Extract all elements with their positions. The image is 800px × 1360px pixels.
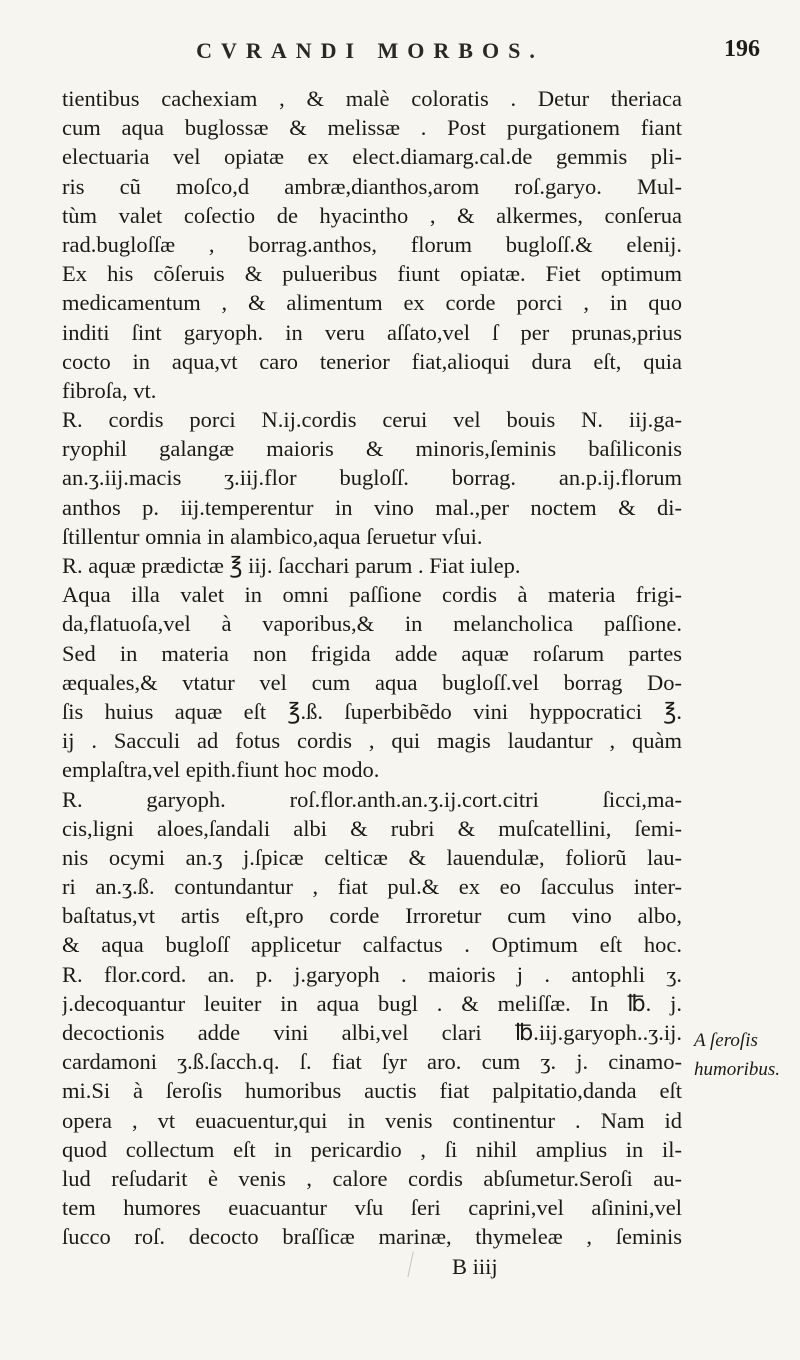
text-line: cum aqua buglossæ & melissæ . Post purgationem fiant: [62, 115, 682, 141]
text-line: R. cordis porci N.ij.cordis cerui vel bouis N. iij.ga-: [62, 407, 682, 433]
text-line: ſtillentur omnia in alambico,aqua ſeruetur vſui.: [62, 523, 483, 549]
text-line: ſis huius aquæ eſt ℥.ß. ſuperbibẽdo vini hyppocratici ℥.: [62, 698, 682, 724]
text-line: cocto in aqua,vt caro tenerior fiat,alioqui dura eſt, quia: [62, 348, 682, 374]
text-line: j.decoquantur leuiter in aqua bugl . & meliſſæ. In ℔. j.: [62, 990, 682, 1016]
text-line: anthos p. iij.temperentur in vino mal.,per noctem & di-: [62, 494, 682, 520]
text-line: tientibus cachexiam , & malè coloratis . Detur theriaca: [62, 86, 682, 111]
text-line: nis ocymi an.ʒ j.ſpicæ celticæ & lauendulæ, foliorũ lau-: [62, 844, 682, 870]
text-line: tem humores euacuantur vſu ſeri caprini,vel aſinini,vel: [62, 1195, 682, 1221]
text-line: R. flor.cord. an. p. j.garyoph . maioris j . antophli ʒ.: [62, 961, 682, 987]
text-line: quod collectum eſt in pericardio , ſi nihil amplius in il-: [62, 1136, 682, 1162]
text-line: opera , vt euacuentur,qui in venis continentur . Nam id: [62, 1107, 682, 1133]
text-line: Ex his cõſeruis & pulueribus fiunt opiatæ. Fiet optimum: [62, 261, 682, 287]
text-line: emplaſtra,vel epith.fiunt hoc modo.: [62, 757, 380, 783]
text-line: Aqua illa valet in omni paſſione cordis à materia frigi-: [62, 582, 682, 608]
body-text: [62, 84, 682, 1281]
text-line: electuaria vel opiatæ ex elect.diamarg.cal.de gemmis pli-: [62, 144, 682, 170]
page-number: 196: [724, 36, 760, 62]
marginal-note-line: humoribus.: [694, 1059, 781, 1080]
text-line: lud reſudarit è venis , calore cordis abſumetur.Seroſi au-: [62, 1165, 682, 1191]
marginal-note: [694, 1026, 794, 1084]
text-line: Sed in materia non frigida adde aquæ roſarum partes: [62, 640, 682, 666]
text-line: R. garyoph. roſ.flor.anth.an.ʒ.ij.cort.citri ſicci,ma-: [62, 786, 682, 812]
text-line: rad.bugloſſæ , borrag.anthos, florum bugloſſ.& elenij.: [62, 231, 682, 257]
text-line: medicamentum , & alimentum ex corde porci , in quo: [62, 290, 682, 316]
text-line: ryophil galangæ maioris & minoris,ſeminis baſiliconis: [62, 436, 682, 462]
running-title: CVRANDI MORBOS.: [196, 38, 544, 63]
text-line: R. aquæ prædictæ ℥ iij. ſacchari parum . Fiat iulep.: [62, 553, 521, 578]
text-line: baſtatus,vt artis eſt,pro corde Irroretur cum vino albo,: [62, 903, 682, 929]
text-line: cis,ligni aloes,ſandali albi & rubri & muſcatellini, ſemi-: [62, 815, 682, 841]
text-line: fibroſa, vt.: [62, 377, 157, 403]
page-header: [60, 32, 760, 76]
text-line: mi.Si à ſeroſis humoribus auctis fiat palpitatio,danda eſt: [62, 1078, 682, 1104]
text-line: ij . Sacculi ad fotus cordis , qui magis laudantur , quàm: [62, 728, 682, 754]
text-line: & aqua bugloſſ applicetur calfactus . Optimum eſt hoc.: [62, 932, 682, 958]
text-line: an.ʒ.iij.macis ʒ.iij.flor bugloſſ. borrag. an.p.ij.florum: [62, 465, 682, 491]
signature-mark: B iiij: [452, 1253, 498, 1279]
text-line: decoctionis adde vini albi,vel clari ℔.iij.garyoph..ʒ.ij.: [62, 1020, 682, 1045]
text-line: ris cũ moſco,d ambræ,dianthos,arom roſ.garyo. Mul-: [62, 173, 682, 199]
text-line: ri an.ʒ.ß. contundantur , fiat pul.& ex eo ſacculus inter-: [62, 874, 682, 900]
text-line: inditi ſint garyoph. in veru aſſato,vel ſ per prunas,prius: [62, 319, 682, 345]
text-line: da,flatuoſa,vel à vaporibus,& in melancholica paſſione.: [62, 611, 682, 637]
text-line: cardamoni ʒ.ß.ſacch.q. ſ. fiat ſyr aro. cum ʒ. j. cinamo-: [62, 1049, 682, 1075]
text-line: æquales,& vtatur vel cum aqua bugloſſ.vel borrag Do-: [62, 669, 682, 695]
text-line: ſucco roſ. decocto braſſicæ marinæ, thymeleæ , ſeminis: [62, 1224, 682, 1250]
text-line: tùm valet coſectio de hyacintho , & alkermes, conſerua: [62, 202, 682, 228]
marginal-note-line: A ſeroſis: [694, 1030, 758, 1051]
